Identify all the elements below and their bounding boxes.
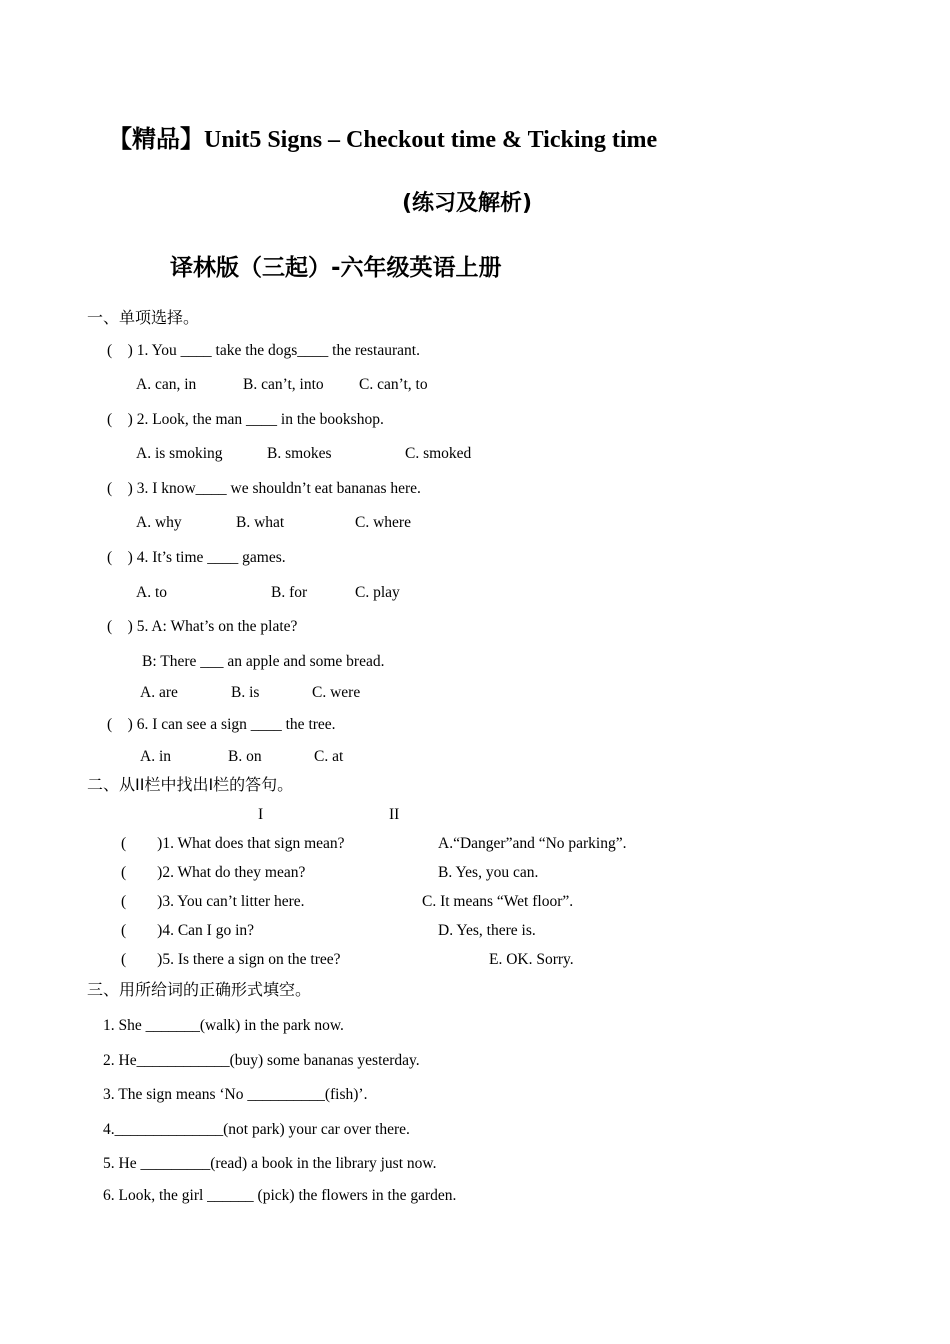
option-c: C. at	[314, 748, 344, 765]
match-answer: E. OK. Sorry.	[489, 951, 574, 968]
edition-line: 译林版（三起）-六年级英语上册	[170, 255, 502, 281]
option-b: B. on	[228, 748, 262, 765]
option-c: C. smoked	[405, 445, 472, 462]
column-header-i: I	[258, 806, 264, 823]
question-stem: ( ) 3. I know____ we shouldn’t eat bananas here.	[107, 480, 421, 497]
section2-heading: 二、从II栏中找出I栏的答句。	[87, 775, 294, 794]
option-a: A. in	[140, 748, 171, 765]
option-c: C. where	[355, 514, 411, 531]
column-header-ii: II	[389, 806, 400, 823]
question-stem: ( ) 6. I can see a sign ____ the tree.	[107, 716, 336, 733]
fill-blank-item: 6. Look, the girl ______ (pick) the flowers in the garden.	[103, 1187, 457, 1204]
fill-blank-item: 1. She _______(walk) in the park now.	[103, 1017, 344, 1034]
fill-blank-item: 5. He _________(read) a book in the library just now.	[103, 1155, 437, 1172]
match-answer: A.“Danger”and “No parking”.	[438, 835, 627, 852]
fill-blank-item: 4.______________(not park) your car over there.	[103, 1121, 410, 1138]
option-c: C. were	[312, 684, 361, 701]
option-c: C. play	[355, 584, 400, 601]
match-answer: C. It means “Wet floor”.	[422, 893, 574, 910]
match-question: ( )5. Is there a sign on the tree?	[121, 951, 341, 968]
question-stem-line2: B: There ___ an apple and some bread.	[142, 653, 385, 670]
fill-blank-item: 2. He____________(buy) some bananas yesterday.	[103, 1052, 420, 1069]
option-b: B. what	[236, 514, 285, 531]
option-c: C. can’t, to	[359, 376, 428, 393]
question-stem: ( ) 2. Look, the man ____ in the bookshop.	[107, 411, 384, 428]
fill-blank-item: 3. The sign means ‘No __________(fish)’.	[103, 1086, 368, 1103]
option-b: B. for	[271, 584, 308, 601]
option-a: A. is smoking	[136, 445, 223, 462]
match-question: ( )4. Can I go in?	[121, 922, 255, 939]
option-a: A. why	[136, 514, 182, 531]
option-b: B. is	[231, 684, 260, 701]
option-a: A. can, in	[136, 376, 197, 393]
match-answer: B. Yes, you can.	[438, 864, 539, 881]
question-stem: ( ) 4. It’s time ____ games.	[107, 549, 286, 566]
match-question: ( )1. What does that sign mean?	[121, 835, 345, 852]
page-title: 【精品】Unit5 Signs – Checkout time & Ticking time	[108, 127, 658, 153]
match-answer: D. Yes, there is.	[438, 922, 536, 939]
option-b: B. smokes	[267, 445, 332, 462]
match-question: ( )3. You can’t litter here.	[121, 893, 305, 910]
question-stem: ( ) 1. You ____ take the dogs____ the restaurant.	[107, 342, 420, 359]
page-subtitle: (练习及解析)	[402, 191, 533, 216]
option-a: A. are	[140, 684, 178, 701]
section3-heading: 三、用所给词的正确形式填空。	[87, 980, 312, 999]
option-a: A. to	[136, 584, 167, 601]
match-question: ( )2. What do they mean?	[121, 864, 306, 881]
option-b: B. can’t, into	[243, 376, 324, 393]
section1-heading: 一、单项选择。	[87, 308, 200, 327]
question-stem: ( ) 5. A: What’s on the plate?	[107, 618, 298, 635]
